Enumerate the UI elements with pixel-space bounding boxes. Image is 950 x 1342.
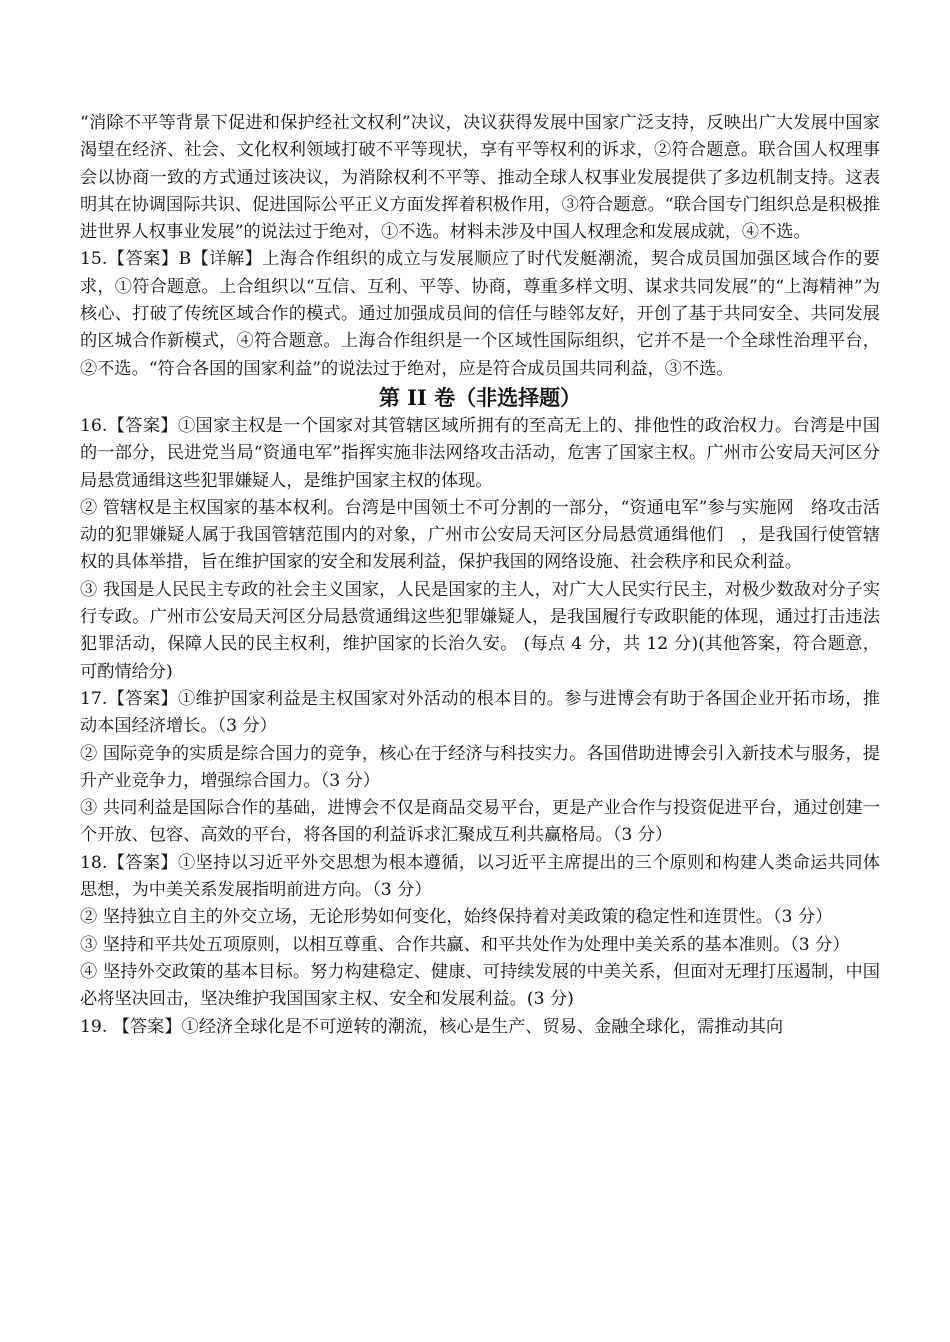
answer-18-point-2: ② 坚持独立自主的外交立场，无论形势如何变化，始终保持着对美政策的稳定性和连贯性。（3 分） xyxy=(80,907,833,928)
answer-15: 15.【答案】B【详解】上海合作组织的成立与发展顺应了时代发艇潮流，契合成员国加强区域合作的要求，①符合题意。上合组织以“互信、互利、平等、协商，尊重多样文明、谋求共同发展”的“上海精神”为核心、打破了传统区域合作的模式。通过加强成员间的信任与睦邻友好，开创了基于共同安全、共同发展的区城合作新模式，④符合题意。上海合作组织是一个区域性国际组织，它并不是一个全球性治理平台，②不选。“符合各国的国家利益”的说法过于绝对，应是符合成员国共同利益，③不选。 xyxy=(80,249,880,379)
answer-17-point-2: ② 国际竞争的实质是综合国力的竞争，核心在于经济与科技实力。各国借助进博会引入新技术与服务，提升产业竞争力，增强综合国力。（3 分） xyxy=(80,743,880,791)
answer-17-point-1: 17.【答案】①维护国家利益是主权国家对外活动的根本目的。参与进博会有助于各国企业开拓市场，推动本国经济增长。（3 分） xyxy=(80,688,880,737)
answer-19-start: 19. 【答案】①经济全球化是不可逆转的潮流，核心是生产、贸易、金融全球化，需推动其向 xyxy=(80,1016,784,1037)
answer-18-point-4: ④ 坚持外交政策的基本目标。努力构建稳定、健康、可持续发展的中美关系，但面对无理打压遏制，中国必将坚决回击，坚决维护我国国家主权、安全和发展利益。(3 分) xyxy=(80,961,880,1010)
answer-14-continuation: “消除不平等背景下促进和保护经社文权利”决议，决议获得发展中国家广泛支持，反映出广大发展中国家渴望在经济、社会、文化权利领域打破不平等现状，享有平等权利的诉求，②符合题意。联合国人权理事会以协商一致的方式通过该决议，为消除权利不平等、推动全球人权事业发展提供了多边机制支持。这表明其在协调国际共识、促进国际公平正义方面发挥着积极作用，③符合题意。“联合国专门组织总是积极推进世界人权事业发展”的说法过于绝对，①不选。材料未涉及中国人权理念和发展成就，④不选。 xyxy=(80,113,880,243)
answer-16-point-1: 16.【答案】①国家主权是一个国家对其管辖区域所拥有的至高无上的、排他性的政治权力。台湾是中国的一部分，民进党当局“资通电军”指挥实施非法网络攻击活动，危害了国家主权。广州市公安局天河区分局悬赏通缉这些犯罪嫌疑人，是维护国家主权的体现。 xyxy=(80,415,880,491)
answer-18-point-3: ③ 坚持和平共处五项原则，以相互尊重、合作共赢、和平共处作为处理中美关系的基本准则。（3 分） xyxy=(80,934,850,955)
answer-18-point-1: 18.【答案】①坚持以习近平外交思想为根本遵循，以习近平主席提出的三个原则和构建人类命运共同体思想，为中美关系发展指明前进方向。（3 分） xyxy=(80,852,880,901)
document-page xyxy=(80,110,880,1041)
section-title: 第 II 卷（非选择题） xyxy=(378,384,582,410)
answer-16-point-3: ③ 我国是人民民主专政的社会主义国家，人民是国家的主人，对广大人民实行民主，对极少数敌对分子实行专政。广州市公安局天河区分局悬赏通缉这些犯罪嫌疑人，是我国履行专政职能的体现，通过打击违法犯罪活动，保障人民的民主权利，维护国家的长治久安。 (每点 4 分，共 12 分)(其他答案，符合题意，可酌情给分) xyxy=(80,579,880,682)
answer-16-point-2: ② 管辖权是主权国家的基本权利。台湾是中国领土不可分割的一部分，“资通电军”参与实施网 络攻击活动的犯罪嫌疑人属于我国管辖范围内的对象，广州市公安局天河区分局悬赏通缉他们 ，是我国行使管辖权的具体举措，旨在维护国家的安全和发展利益，保护我国的网络设施、社会秩序和民众利益。 xyxy=(80,497,880,573)
answer-17-point-3: ③ 共同利益是国际合作的基础，进博会不仅是商品交易平台，更是产业合作与投资促进平台，通过创建一个开放、包容、高效的平台，将各国的利益诉求汇聚成互利共赢格局。（3 分） xyxy=(80,798,880,846)
